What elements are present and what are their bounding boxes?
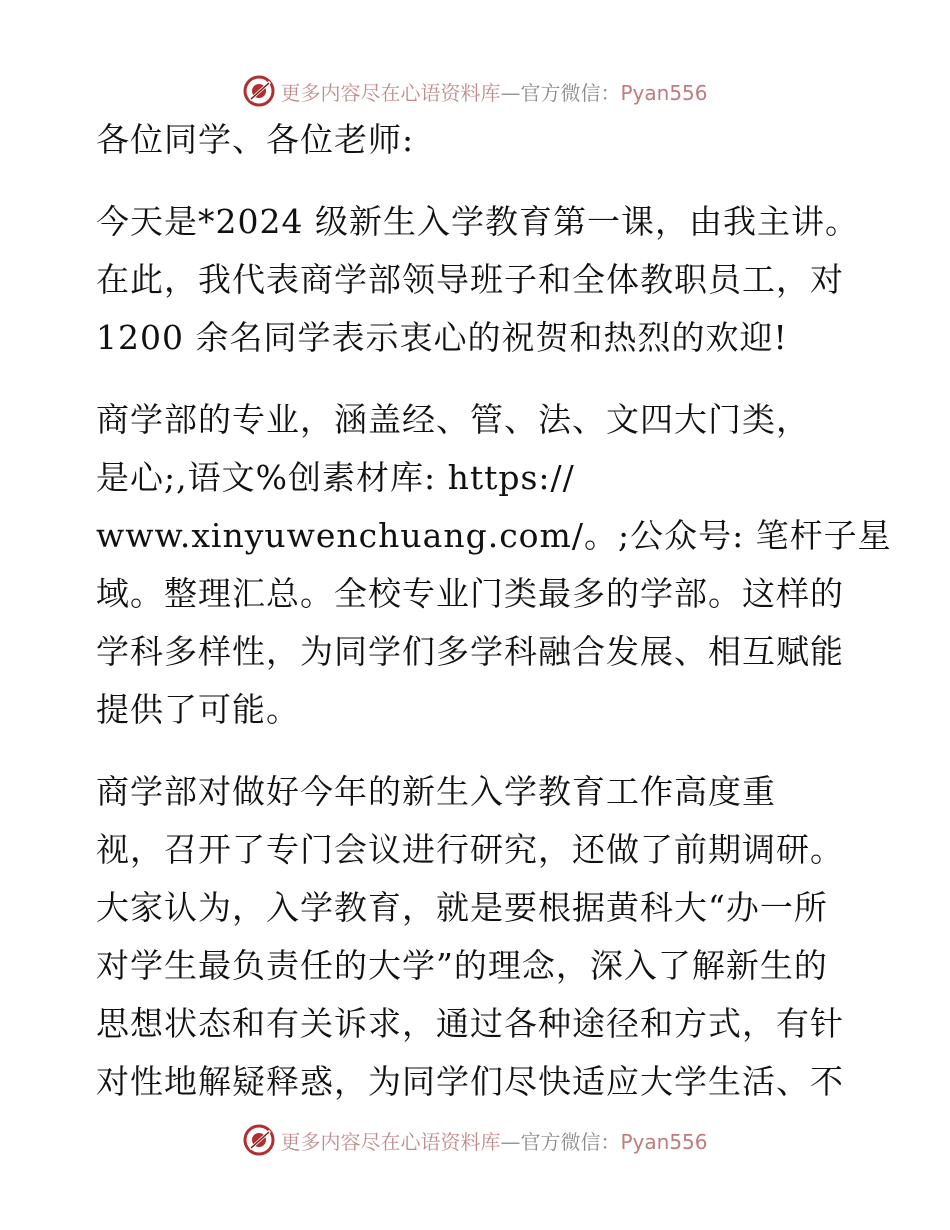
text-line: 学科多样性，为同学们多学科融合发展、相互赋能	[96, 632, 844, 671]
watermark-brand: 更多内容尽在心语资料库	[280, 1129, 501, 1154]
text-line: 商学部对做好今年的新生入学教育工作高度重	[96, 772, 776, 811]
logo-icon	[242, 74, 276, 108]
watermark-wechat-id: Pyan556	[620, 80, 708, 105]
watermark-official: 官方微信：	[520, 80, 621, 105]
text-line: 思想状态和有关诉求，通过各种途径和方式，有针	[96, 1004, 844, 1043]
watermark-dash: —	[500, 80, 521, 105]
header-watermark	[0, 71, 950, 111]
watermark-dash: —	[500, 1129, 521, 1154]
text-line: 对学生最负责任的大学”的理念，深入了解新生的	[96, 946, 828, 985]
text-line: 大家认为，入学教育，就是要根据黄科大“办一所	[96, 888, 828, 927]
text-line: 在此，我代表商学部领导班子和全体教职员工，对	[96, 260, 844, 299]
text-line: 是心;,语文%创素材库: https://	[96, 458, 575, 497]
watermark-text	[280, 1126, 707, 1155]
text-line: 域。整理汇总。全校专业门类最多的学部。这样的	[96, 574, 844, 613]
text-line: 对性地解疑释惑，为同学们尽快适应大学生活、不	[96, 1062, 844, 1101]
watermark-brand: 更多内容尽在心语资料库	[280, 80, 501, 105]
text-line: 商学部的专业，涵盖经、管、法、文四大门类，	[96, 400, 810, 439]
text-line: www.xinyuwenchuang.com/。;公众号: 笔杆子星	[96, 516, 892, 555]
text-line: 今天是*2024 级新生入学教育第一课，由我主讲。	[96, 202, 859, 241]
watermark-official: 官方微信：	[520, 1129, 621, 1154]
text-line: 1200 余名同学表示衷心的祝贺和热烈的欢迎!	[96, 318, 788, 357]
footer-watermark	[0, 1120, 950, 1160]
text-line: 视，召开了专门会议进行研究，还做了前期调研。	[96, 830, 844, 869]
text-line: 提供了可能。	[96, 690, 300, 729]
text-line: 各位同学、各位老师:	[96, 120, 415, 159]
watermark-wechat-id: Pyan556	[620, 1129, 708, 1154]
logo-icon	[242, 1123, 276, 1157]
watermark-text	[280, 77, 707, 106]
